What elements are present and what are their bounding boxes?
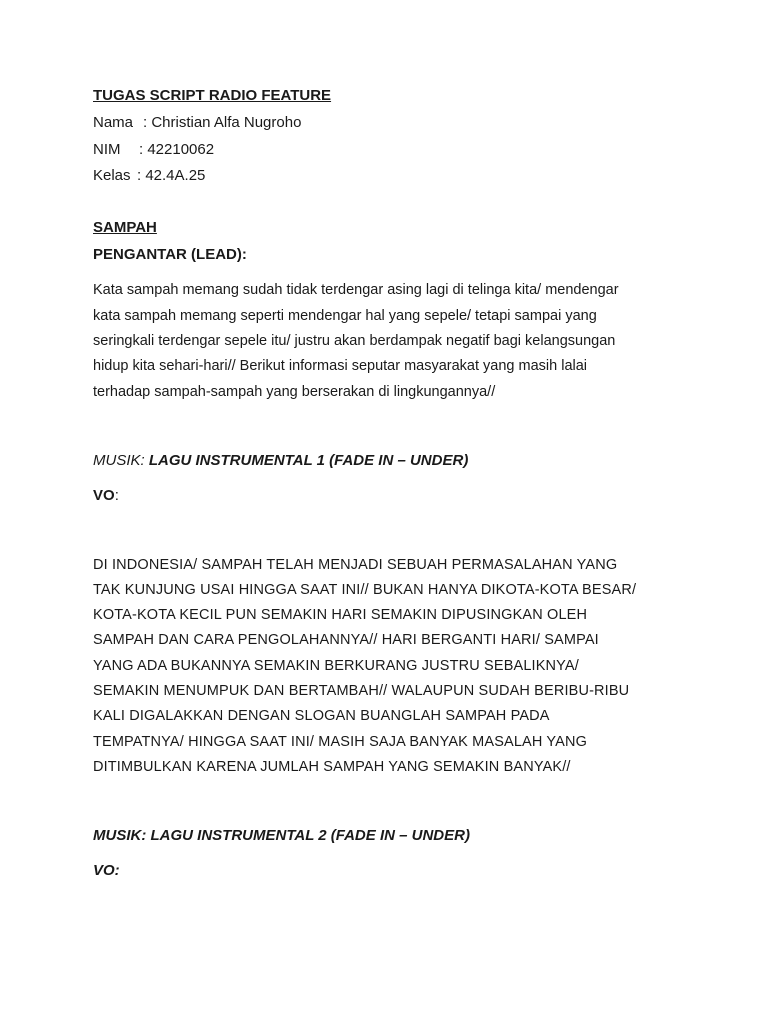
lead-line: seringkali terdengar sepele itu/ justru akan berdampak negatif bagi kelangsungan (93, 333, 616, 349)
document-title: TUGAS SCRIPT RADIO FEATURE (93, 87, 332, 104)
lead-heading: PENGANTAR (LEAD): (93, 246, 247, 263)
vo-line: DITIMBULKAN KARENA JUMLAH SAMPAH YANG SEMAKIN BANYAK// (93, 759, 571, 775)
info-kelas-value: : 42.4A.25 (137, 167, 206, 184)
music-cue-1 (93, 452, 468, 470)
info-name-value: : Christian Alfa Nugroho (143, 114, 302, 131)
vo-line: KALI DIGALAKKAN DENGAN SLOGAN BUANGLAH SAMPAH PADA (93, 708, 550, 724)
vo-cue-1 (93, 487, 119, 505)
music-cue-2: MUSIK: LAGU INSTRUMENTAL 2 (FADE IN – UNDER) (93, 827, 470, 844)
lead-line: terhadap sampah-sampah yang berserakan di lingkungannya// (93, 384, 496, 400)
info-nim-value: : 42210062 (139, 141, 215, 158)
vo-line: DI INDONESIA/ SAMPAH TELAH MENJADI SEBUAH PERMASALAHAN YANG (93, 557, 618, 573)
info-name: Nama : Christian Alfa Nugroho (93, 114, 302, 131)
lead-line: kata sampah memang seperti mendengar hal yang sepele/ tetapi sampai yang (93, 308, 597, 324)
lead-line: hidup kita sehari-hari// Berikut informasi seputar masyarakat yang masih lalai (93, 358, 588, 374)
vo-line: KOTA-KOTA KECIL PUN SEMAKIN HARI SEMAKIN DIPUSINGKAN OLEH (93, 607, 588, 623)
vo-cue-1-label: VO (93, 487, 115, 504)
info-nim (93, 141, 214, 159)
vo-line: SAMPAH DAN CARA PENGOLAHANNYA// HARI BERGANTI HARI/ SAMPAI (93, 632, 599, 648)
vo-line: TAK KUNJUNG USAI HINGGA SAAT INI// BUKAN HANYA DIKOTA-KOTA BESAR/ (93, 582, 637, 598)
info-kelas (93, 167, 205, 185)
vo-line: TEMPATNYA/ HINGGA SAAT INI/ MASIH SAJA BANYAK MASALAH YANG (93, 734, 588, 750)
vo-line: SEMAKIN MENUMPUK DAN BERTAMBAH// WALAUPUN SUDAH BERIBU-RIBU (93, 683, 630, 699)
info-nim-label: NIM (93, 141, 121, 158)
info-kelas-label: Kelas (93, 167, 131, 184)
vo-cue-1-colon: : (114, 487, 119, 504)
vo-line: YANG ADA BUKANNYA SEMAKIN BERKURANG JUSTRU SEBALIKNYA/ (93, 658, 579, 674)
music-cue-1-label: MUSIK: (93, 452, 145, 469)
topic-heading: SAMPAH (93, 219, 157, 236)
vo-cue-2: VO: (93, 862, 120, 879)
lead-line: Kata sampah memang sudah tidak terdengar asing lagi di telinga kita/ mendengar (93, 282, 619, 298)
music-cue-1-text: LAGU INSTRUMENTAL 1 (FADE IN – UNDER) (144, 452, 469, 469)
